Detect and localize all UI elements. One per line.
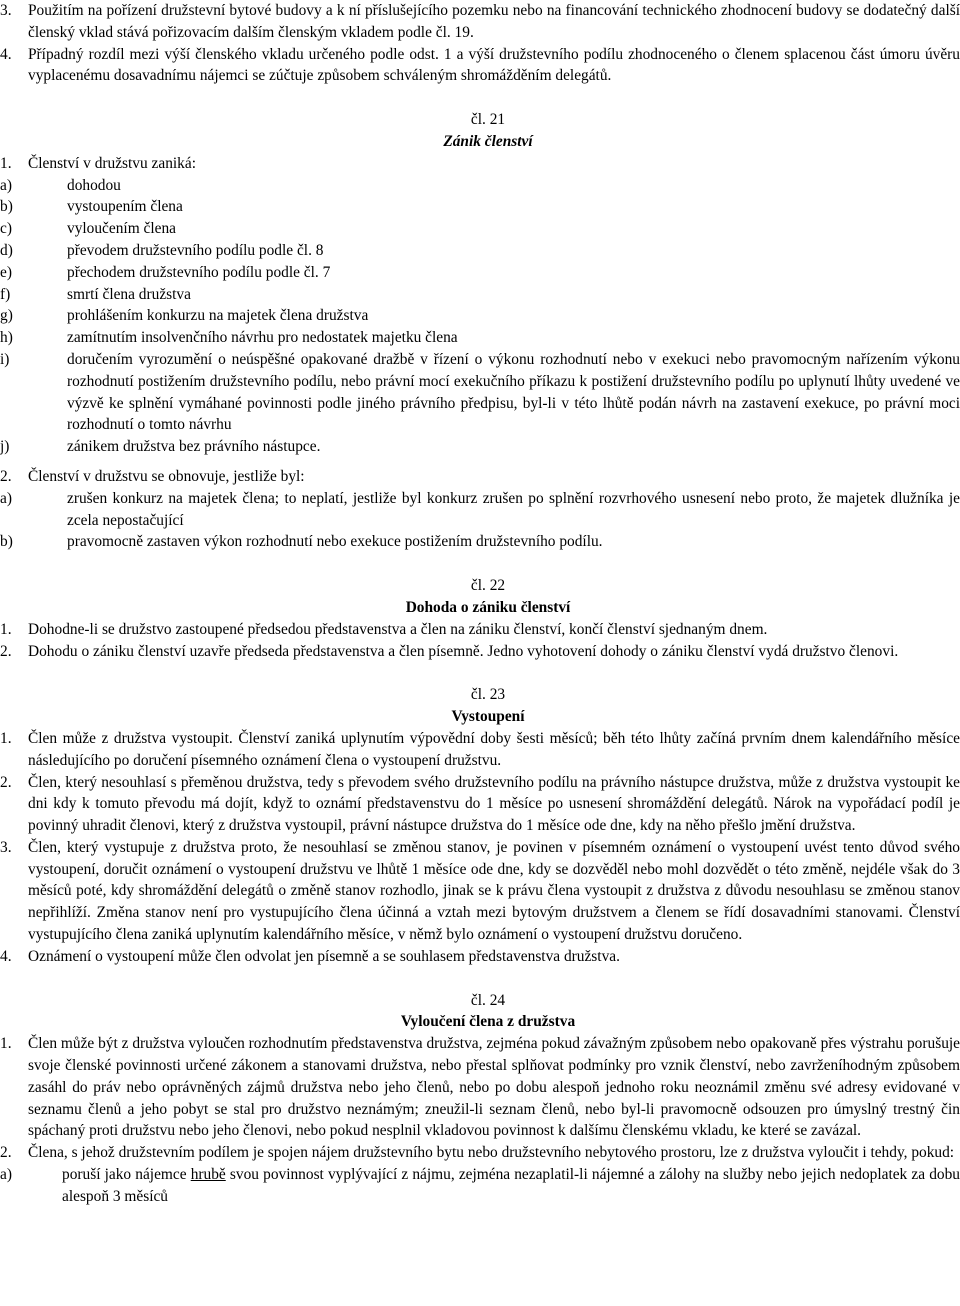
list-letter: e)	[0, 263, 12, 281]
list-text: prohlášením konkurzu na majetek člena družstva	[67, 307, 369, 325]
list-letter: i)	[0, 350, 10, 368]
list-item	[0, 175, 960, 197]
paragraph-number: 2.	[0, 1144, 12, 1162]
article-24	[0, 990, 960, 1208]
article-22	[0, 575, 960, 662]
paragraph-text: Členství v družstvu se obnovuje, jestliže byl:	[28, 467, 305, 485]
paragraph-text: Členství v družstvu zaniká:	[28, 154, 196, 172]
paragraph-1	[0, 153, 960, 175]
list-letter: a)	[0, 1166, 12, 1184]
paragraph-1	[0, 619, 960, 641]
paragraph-text: Člen může z družstva vystoupit. Členství zaniká uplynutím výpovědní doby šesti měsíců; běh této lhůty začíná prvním dnem kalendářního měsíce následujícího po doručení písemného oznámení člena o vystoupení družstvu.	[28, 729, 960, 769]
article-title: Dohoda o zániku členství	[405, 598, 571, 616]
paragraph-text: Člen může být z družstva vyloučen rozhodnutím představenstva družstva, zejména pokud závažným způsobem nebo opakovaně přes výstrahu porušuje svoje členské povinnosti určené zákonem a stanovami družstva, nebo přestal splňovat podmínky pro vznik členství, nebo zavrženíhodným způsobem zasáhl do práv nebo oprávněných zájmů družstva nebo jeho členů, nebo po dobu alespoň jednoho roku neoznámil změnu své adresy evidované v seznamu členů a jeho pobyt se stal pro družstvo neznámým; zneužil-li seznam členů, nebo byl-li pravomocně odsouzen pro úmyslný trestný čin spáchaný proti družstvu nebo jeho členovi, nebo pokud nesplnil vkladovou povinnost k dalšímu členskému vkladu, ke které se zavázal.	[28, 1035, 960, 1140]
paragraph-1	[0, 1033, 960, 1142]
list-letter: a)	[0, 489, 12, 507]
list-text-before: poruší jako nájemce	[62, 1166, 191, 1184]
paragraph-number: 1.	[0, 154, 12, 172]
paragraph-2	[0, 1142, 960, 1164]
list-item	[0, 488, 960, 532]
list-item	[0, 436, 960, 458]
termination-list	[0, 175, 960, 458]
paragraph-2	[0, 466, 960, 488]
paragraph-text: Člen, který nesouhlasí s přeměnou družstva, tedy s převodem svého družstevního podílu na právního nástupce družstva, může z družstva vystoupit ke dni kdy k tomuto převodu má dojít, když to oznámí představenstvu do 1 měsíce po usnesení shromáždění delegátů. Nárok na vypořádací podíl je povinný uhradit členovi, který z družstva vystoupil, právní nástupce družstva do 1 měsíce ode dne, kdy na něho přešlo jmění družstva.	[28, 773, 960, 835]
list-letter: h)	[0, 329, 13, 347]
list-text: zrušen konkurz na majetek člena; to neplatí, jestliže byl konkurz zrušen po splnění rozvrhového usnesení nebo proto, že majetek dlužníka je zcela nepostačující	[67, 489, 960, 529]
list-text: vyloučením člena	[67, 220, 176, 238]
paragraph-number: 2.	[0, 467, 12, 485]
list-item	[0, 218, 960, 240]
list-text: vystoupením člena	[67, 198, 183, 216]
paragraph-number: 1.	[0, 729, 12, 747]
list-text: zamítnutím insolvenčního návrhu pro nedostatek majetku člena	[67, 329, 458, 347]
list-item	[0, 240, 960, 262]
paragraph-text: Člena, s jehož družstevním podílem je spojen nájem družstevního bytu nebo družstevního nebytového prostoru, lze z družstva vyloučit i tehdy, pokud:	[28, 1144, 955, 1162]
article-number: čl. 22	[470, 577, 506, 595]
list-item	[0, 262, 960, 284]
article-number: čl. 23	[470, 686, 506, 704]
list-letter: d)	[0, 241, 13, 259]
list-letter: g)	[0, 307, 13, 325]
list-letter: j)	[0, 438, 10, 456]
paragraph-2	[0, 772, 960, 837]
paragraph-1	[0, 728, 960, 772]
list-letter: b)	[0, 533, 13, 551]
list-letter: a)	[0, 176, 12, 194]
paragraph-text: Dohodu o zániku členství uzavře předseda představenstva a člen písemně. Jedno vyhotovení dohody o zániku členství vydá družstvo členovi.	[28, 642, 899, 660]
paragraph-number: 1.	[0, 1035, 12, 1053]
list-text: pravomocně zastaven výkon rozhodnutí nebo exekuce postižením družstevního podílu.	[67, 533, 603, 551]
paragraph-text: Případný rozdíl mezi výší členského vkladu určeného podle odst. 1 a výší družstevního podílu zhodnoceného o členem splacenou část úmoru úvěru vyplacenému dosavadnímu nájemci se zúčtuje způsobem schváleným shromážděním delegátů.	[28, 45, 960, 85]
paragraph-3	[0, 837, 960, 946]
article-21	[0, 109, 960, 553]
list-text: smrtí člena družstva	[67, 285, 191, 303]
list-text: zánikem družstva bez právního nástupce.	[67, 438, 321, 456]
article-23	[0, 684, 960, 967]
paragraph-number: 2.	[0, 773, 12, 791]
paragraph-number: 3.	[0, 838, 12, 856]
paragraph-text: Člen, který vystupuje z družstva proto, že nesouhlasí se změnou stanov, je povinen v písemném oznámení o vystoupení uvést tento důvod svého vystoupení, doručit oznámení o vystoupení družstvu ve lhůtě 1 měsíce ode dne, kdy se dozvěděl nebo mohl dozvědět o této změně, nejdéle však do 3 měsíců poté, kdy shromáždění delegátů o změně stanov rozhodlo, jinak se k právu člena vystoupit z družstva z důvodu nesouhlasu se změnou stanov nepřihlíží. Změna stanov není pro vystupujícího člena účinná a vztah mezi bytovým družstvem a členem se řídí dosavadními stanovami. Členství vystupujícího člena zaniká uplynutím kalendářního měsíce, v němž bylo oznámení o vystoupení družstvu doručeno.	[28, 838, 960, 944]
paragraph-2	[0, 641, 960, 663]
renewal-list	[0, 488, 960, 553]
paragraph-4	[0, 946, 960, 968]
paragraph-number: 3.	[0, 2, 12, 19]
list-text: převodem družstevního podílu podle čl. 8	[67, 241, 324, 259]
list-item	[0, 349, 960, 436]
list-letter: f)	[0, 285, 11, 303]
article-number: čl. 24	[470, 991, 506, 1009]
list-text-after: svou povinnost vyplývající z nájmu, zejména nezaplatil-li nájemné a zálohy na služby nebo jejich nedoplatek za dobu alespoň 3 měsíců	[62, 1166, 960, 1205]
paragraph-4	[0, 44, 960, 88]
article-title: Zánik členství	[443, 132, 533, 150]
paragraph-text: Použitím na pořízení družstevní bytové budovy a k ní příslušejícího pozemku nebo na financování technického zhodnocení budovy se dodatečný další členský vklad stává pořizovacím dalším členským vkladem podle čl. 19.	[28, 2, 960, 41]
list-item	[0, 327, 960, 349]
paragraph-3	[0, 0, 960, 44]
list-item	[0, 284, 960, 306]
list-letter: c)	[0, 220, 12, 238]
paragraph-text: Oznámení o vystoupení může člen odvolat jen písemně a se souhlasem představenstva družstva.	[28, 947, 620, 965]
paragraph-number: 4.	[0, 947, 12, 965]
article-title: Vyloučení člena z družstva	[400, 1013, 576, 1031]
paragraph-number: 1.	[0, 620, 12, 638]
paragraph-number: 4.	[0, 45, 12, 63]
article-title: Vystoupení	[451, 708, 525, 726]
list-text: přechodem družstevního podílu podle čl. 7	[67, 263, 331, 281]
paragraph-text: Dohodne-li se družstvo zastoupené předsedou představenstva a člen na zániku členství, končí členství sjednaným dnem.	[28, 620, 768, 638]
underlined-word: hrubě	[190, 1166, 226, 1184]
article-number: čl. 21	[470, 111, 506, 129]
list-letter: b)	[0, 198, 13, 216]
list-item	[0, 196, 960, 218]
list-item	[0, 305, 960, 327]
list-text: dohodou	[67, 176, 121, 194]
list-item	[0, 1164, 960, 1208]
list-item	[0, 531, 960, 553]
list-text: doručením vyrozumění o neúspěšné opakované dražbě v řízení o výkonu rozhodnutí nebo v exekuci nebo pravomocným nařízením výkonu rozhodnutí postižením družstevního podílu, nebo právní mocí exekučního příkazu k postižení družstevního podílu po uplynutí lhůty uvedené ve výzvě ke splnění vymáhané povinnosti podle jiného právního předpisu, byl-li v této lhůtě podán návrh na zastavení exekuce, po právní moci rozhodnutí o tomto návrhu	[67, 350, 960, 434]
paragraph-number: 2.	[0, 642, 12, 660]
